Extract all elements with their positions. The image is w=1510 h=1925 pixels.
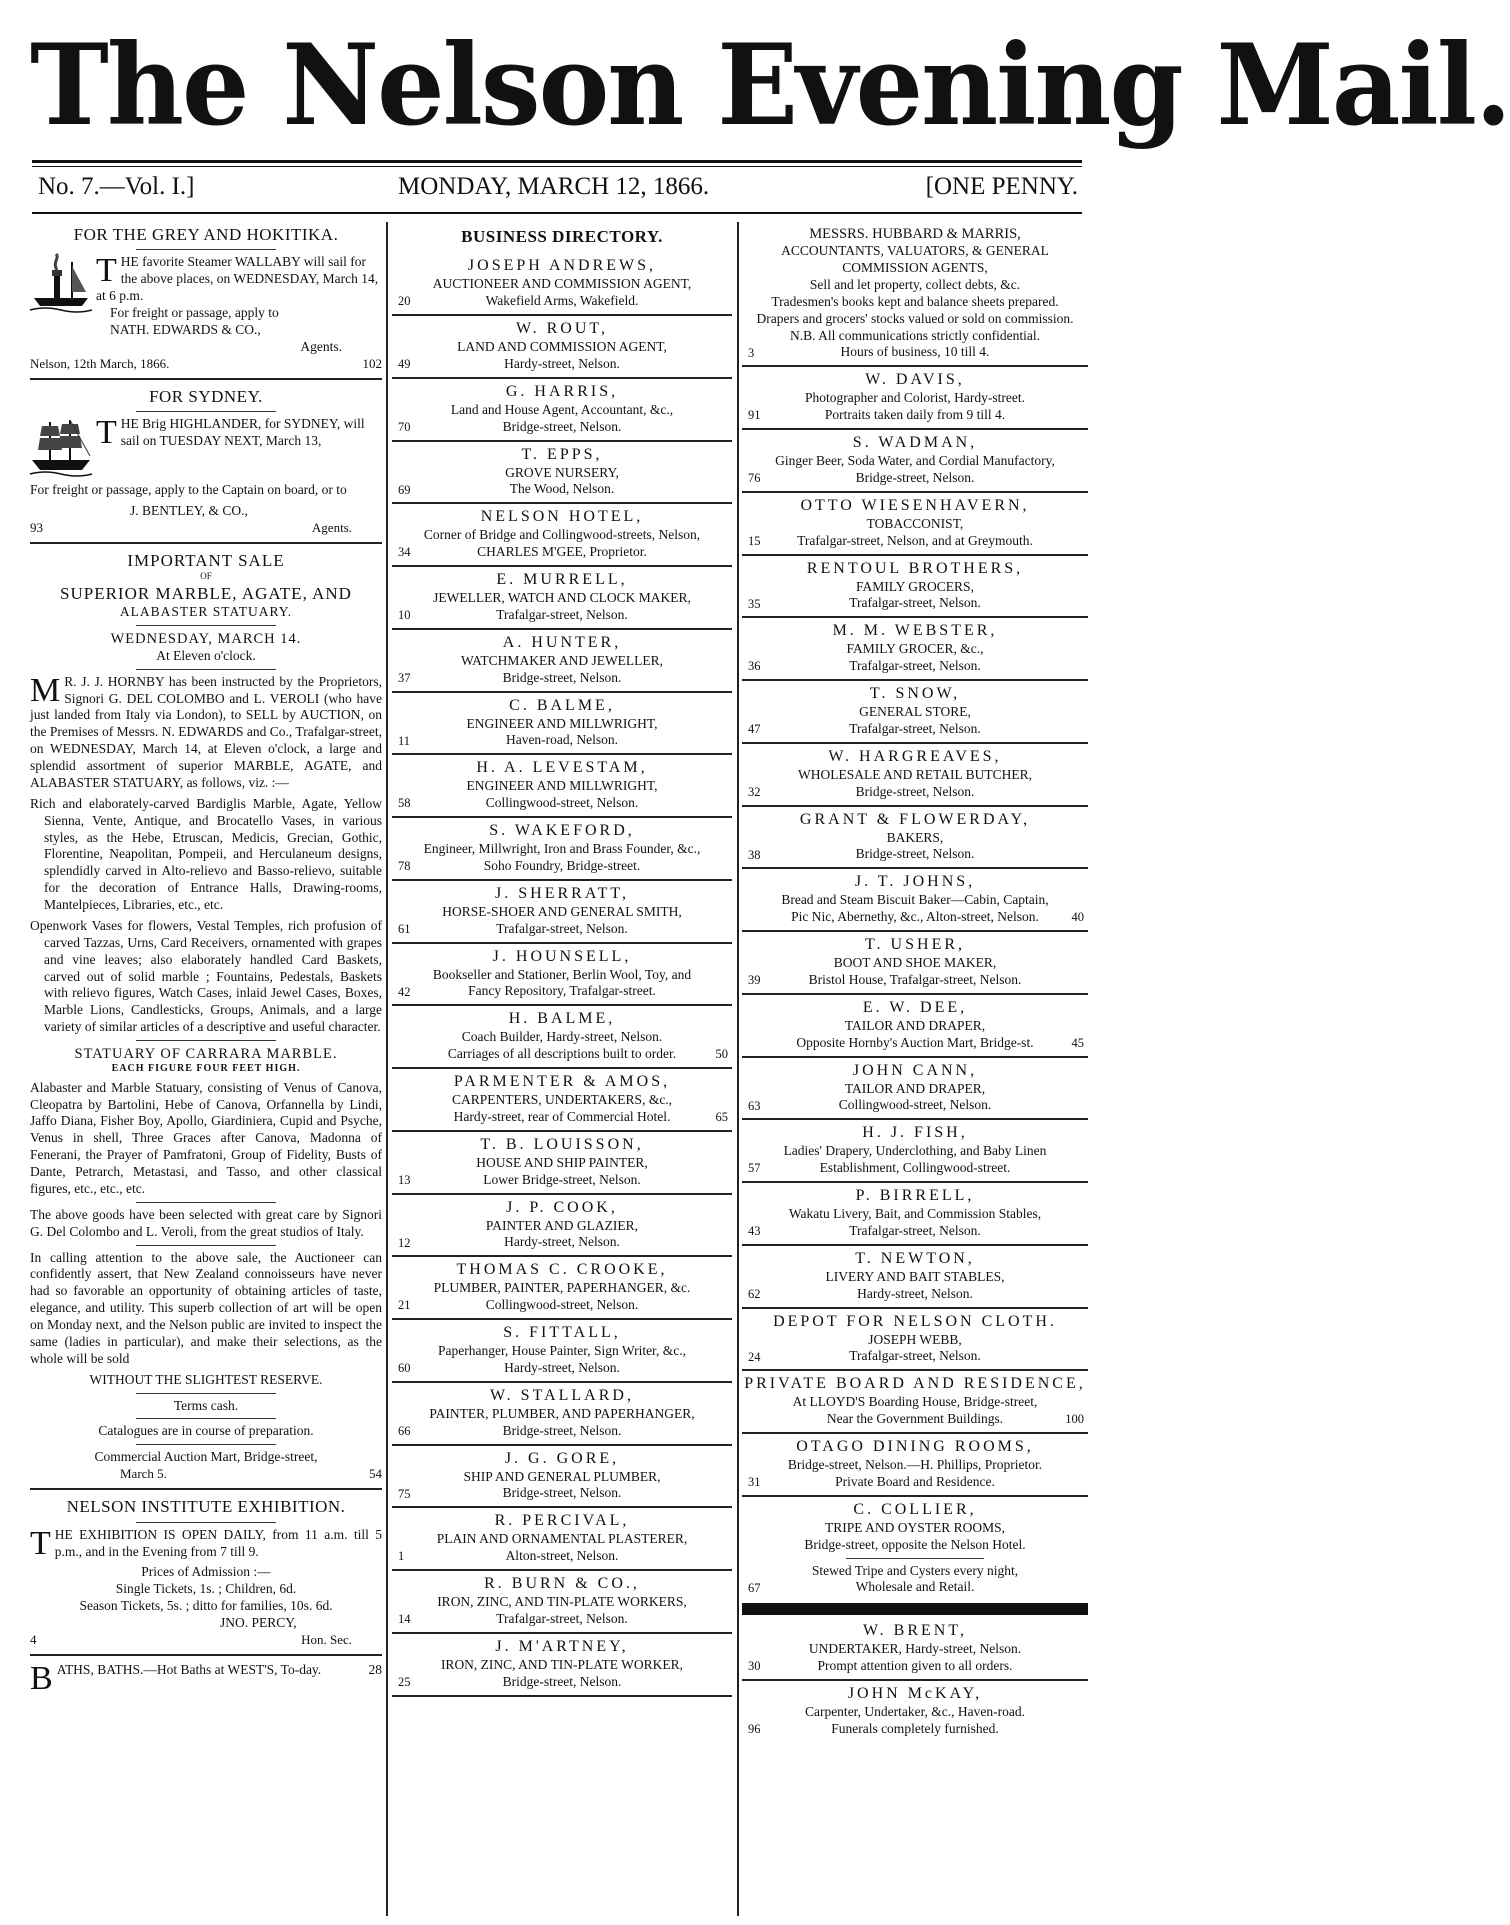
drop-cap: T: [96, 252, 117, 290]
ad-number: 12: [398, 1235, 411, 1250]
business-address: Bristol House, Trafalgar-street, Nelson.: [808, 971, 1022, 987]
directory-entry: [392, 1320, 732, 1383]
business-line: Photographer and Colorist, Hardy-street.: [804, 390, 1026, 406]
business-line: PAINTER AND GLAZIER,: [485, 1217, 639, 1233]
ad-number: 62: [748, 1286, 761, 1301]
business-name: A. HUNTER,: [502, 633, 622, 651]
business-name: T. USHER,: [864, 936, 966, 953]
business-line: CARPENTERS, UNDERTAKERS, &c.,: [451, 1092, 673, 1107]
sydney-text: HE Brig HIGHLANDER, for SYDNEY, will sail on TUESDAY NEXT, March 13,: [120, 416, 365, 448]
ad-number: 13: [398, 1172, 411, 1187]
ad-number: 60: [398, 1361, 411, 1376]
ad-number: 91: [748, 408, 761, 423]
ad-number: 31: [748, 1475, 761, 1490]
ad-number: 24: [748, 1349, 761, 1364]
business-name: J. SHERRATT,: [495, 884, 629, 902]
business-name: J. P. COOK,: [506, 1198, 618, 1216]
business-name: T. NEWTON,: [855, 1249, 975, 1267]
business-name: T. SNOW,: [869, 685, 961, 702]
sale-item: Openwork Vases for flowers, Vestal Temples, rich profusion of carved Tazzas, Urns, Card Receivers, ornamented with grapes and vine leaves; also elaborately handled Card Baskets, carved out of solid marble ; Fountains, Pedestals, Baskets with relievo figures, Watch Cases, inlaid Jewel Cases, Boxes, Marble Lions, Candlesticks, Groups, Animals, and a large variety of similar articles of a descriptive and useful character.: [30, 917, 382, 1035]
business-line: Land and House Agent, Accountant, &c.,: [450, 401, 674, 417]
business-address: Bridge-street, Nelson.: [502, 1485, 622, 1501]
grey-text: HE favorite Steamer WALLABY will sail for the above places, on WEDNESDAY, March 14, at 6 p.m.: [96, 254, 379, 303]
business-address: Trafalgar-street, Nelson.: [496, 920, 628, 936]
ad-number: 30: [748, 1659, 761, 1674]
directory-entry: [742, 1434, 1088, 1497]
sale-date: WEDNESDAY, MARCH 14.: [110, 630, 302, 647]
business-name: GRANT & FLOWERDAY,: [799, 810, 1031, 828]
business-line: BAKERS,: [886, 829, 944, 845]
directory-entry: [392, 1446, 732, 1509]
masthead-title: The Nelson Evening Mail.: [30, 18, 1510, 151]
sydney-ad: FOR SYDNEY. T HE Brig HIGHLANDER, for SYDNEY, will sail on TUESDAY NEXT, March 13, For freight or passage, apply to the Captain on board, or to J. BENTLEY, & CO., 93 Agents.: [30, 386, 382, 536]
ad-number: 35: [748, 596, 761, 611]
ad-number: 40: [1071, 910, 1084, 925]
directory-entry: [742, 556, 1088, 619]
business-line: PAINTER, PLUMBER, AND PAPERHANGER,: [429, 1405, 695, 1421]
business-line: TAILOR AND DRAPER,: [844, 1017, 986, 1033]
directory-entry: [392, 1634, 732, 1697]
business-name: J. T. JOHNS,: [854, 873, 976, 891]
mckay-ad: JOHN McKAY, Carpenter, Undertaker, &c., Haven-road. Funerals completely furnished. 96: [748, 1685, 1026, 1737]
decorative-bar: [742, 1603, 1088, 1615]
business-address: Alton-street, Nelson.: [505, 1548, 619, 1564]
directory-entry: [392, 253, 732, 316]
grey-agent: NATH. EDWARDS & CO.,: [110, 321, 261, 337]
directory-entry: [742, 1120, 1088, 1183]
ad-number: 96: [748, 1722, 761, 1737]
grey-ad: FOR THE GREY AND HOKITIKA. T HE favorite Steamer WALLABY will sail for the above places, on WEDNESDAY, March 14, at 6 p.m. For freight or passage, apply to NATH. EDWARDS & CO., Agents. Nelson, 12th March, 1866. 102: [30, 225, 382, 371]
business-address: Collingwood-street, Nelson.: [838, 1097, 992, 1113]
ad-number: 45: [1071, 1035, 1084, 1050]
ad-number: 34: [398, 545, 411, 560]
business-name: W. HARGREAVES,: [828, 747, 1002, 765]
business-line: Ladies' Drapery, Underclothing, and Baby Linen: [783, 1143, 1047, 1159]
directory-entry: [742, 1371, 1088, 1434]
ad-number: 28: [368, 1662, 382, 1678]
business-name: P. BIRRELL,: [855, 1187, 975, 1204]
directory-entry: [392, 316, 732, 379]
issue-price: [ONE PENNY.: [925, 173, 1078, 200]
business-line: Bookseller and Stationer, Berlin Wool, Toy, and: [432, 966, 692, 982]
ad-number: 32: [748, 784, 761, 799]
ad-number: 58: [398, 796, 411, 811]
issue-date: MONDAY, MARCH 12, 1866.: [398, 173, 710, 200]
business-address: Lower Bridge-street, Nelson.: [483, 1171, 641, 1187]
column-divider: [737, 222, 739, 1916]
directory-entry: [392, 1383, 732, 1446]
ad-number: 47: [748, 722, 761, 737]
business-name: JOSEPH ANDREWS,: [467, 257, 657, 275]
collier-ad: C. COLLIER, TRIPE AND OYSTER ROOMS, Bridge-street, opposite the Nelson Hotel. Stewed Tripe and Cysters every night, Wholesale and Retail. 67: [748, 1500, 1026, 1595]
column-divider: [386, 222, 388, 1916]
business-line: LAND AND COMMISSION AGENT,: [457, 339, 667, 354]
masthead-rule: [32, 160, 1082, 163]
ad-number: 21: [398, 1298, 411, 1313]
business-line: ENGINEER AND MILLWRIGHT,: [466, 778, 658, 794]
drop-cap: T: [30, 1524, 51, 1562]
business-line: IRON, ZINC, AND TIN-PLATE WORKER,: [440, 1656, 684, 1672]
directory-entry: [392, 1132, 732, 1195]
directory-entry: [742, 869, 1088, 932]
directory-entry: [742, 1309, 1088, 1372]
ad-number: 25: [398, 1674, 411, 1689]
ad-number: 70: [398, 419, 411, 434]
ad-number: 4: [30, 1631, 37, 1647]
business-name: W. STALLARD,: [490, 1386, 634, 1404]
business-address: Hardy-street, Nelson.: [504, 1234, 620, 1250]
business-name: THOMAS C. CROOKE,: [456, 1261, 668, 1279]
business-address: Hardy-street, Nelson.: [504, 355, 620, 371]
issue-rule: [32, 212, 1082, 214]
directory-entry: [392, 1006, 732, 1069]
business-address: Bridge-street, Nelson.: [855, 783, 975, 799]
business-address: The Wood, Nelson.: [509, 481, 615, 497]
directory-entry: [392, 1195, 732, 1258]
business-address: Bridge-street, Nelson.: [502, 1422, 622, 1438]
business-address: Trafalgar-street, Nelson.: [849, 658, 981, 674]
ad-number: 1: [398, 1549, 405, 1564]
ad-number: 14: [398, 1612, 411, 1627]
business-address: Soho Foundry, Bridge-street.: [483, 857, 641, 873]
business-line: Coach Builder, Hardy-street, Nelson.: [461, 1029, 663, 1045]
business-address: Bridge-street, Nelson.: [855, 846, 975, 862]
business-line: Bridge-street, Nelson.—H. Phillips, Proprietor.: [787, 1457, 1043, 1472]
ad-number: 20: [398, 294, 411, 309]
business-line: At LLOYD'S Boarding House, Bridge-street,: [792, 1394, 1038, 1410]
business-name: RENTOUL BROTHERS,: [806, 559, 1024, 577]
business-line: TAILOR AND DRAPER,: [844, 1080, 986, 1096]
directory-entry: [742, 932, 1088, 995]
ad-number: 39: [748, 973, 761, 988]
ad-number: 75: [398, 1486, 411, 1501]
business-line: TOBACCONIST,: [866, 515, 964, 531]
business-line: HORSE-SHOER AND GENERAL SMITH,: [442, 903, 682, 919]
directory-entry: [392, 693, 732, 756]
business-line: PLUMBER, PAINTER, PAPERHANGER, &c.: [433, 1280, 691, 1296]
business-line: HOUSE AND SHIP PAINTER,: [476, 1154, 648, 1170]
business-name: M. M. WEBSTER,: [832, 622, 998, 640]
sydney-freight: For freight or passage, apply to the Captain on board, or to: [30, 482, 347, 497]
directory-entry: [392, 881, 732, 944]
ad-number: 50: [715, 1047, 728, 1062]
ad-number: 69: [398, 482, 411, 497]
business-name: G. HARRIS,: [505, 382, 619, 400]
directory-entry: [392, 504, 732, 567]
directory-entry: [742, 995, 1088, 1058]
business-address: Opposite Hornby's Auction Mart, Bridge-st.: [796, 1034, 1034, 1050]
business-address: Hardy-street, Nelson.: [504, 1359, 620, 1375]
business-address: Bridge-street, Nelson.: [502, 418, 622, 434]
steamer-icon: [30, 254, 92, 316]
business-line: ENGINEER AND MILLWRIGHT,: [466, 715, 658, 731]
business-address: Trafalgar-street, Nelson.: [849, 595, 981, 611]
business-address: Collingwood-street, Nelson.: [485, 795, 639, 811]
directory-title: BUSINESS DIRECTORY.: [461, 227, 663, 246]
institute-heading: NELSON INSTITUTE EXHIBITION.: [66, 1497, 346, 1517]
business-line: IRON, ZINC, AND TIN-PLATE WORKERS,: [437, 1594, 687, 1609]
business-name: E. MURRELL,: [496, 571, 628, 588]
business-name: S. FITTALL,: [503, 1324, 621, 1341]
business-address: CHARLES M'GEE, Proprietor.: [477, 544, 647, 560]
business-address: Trafalgar-street, Nelson, and at Greymouth.: [797, 532, 1033, 548]
business-address: Pic Nic, Abernethy, &c., Alton-street, Nelson.: [791, 909, 1039, 925]
business-line: WHOLESALE AND RETAIL BUTCHER,: [798, 766, 1032, 782]
ad-number: 43: [748, 1224, 761, 1239]
drop-cap: M: [30, 671, 61, 709]
business-address: Wakefield Arms, Wakefield.: [485, 293, 639, 309]
ad-number: 57: [748, 1161, 761, 1176]
sydney-heading: FOR SYDNEY.: [149, 386, 263, 406]
issue-line: [38, 173, 1078, 207]
left-column: [30, 222, 382, 1920]
directory-entry: [392, 567, 732, 630]
business-line: FAMILY GROCER, &c.,: [846, 641, 984, 657]
directory-entry: [742, 744, 1088, 807]
ad-number: 76: [748, 471, 761, 486]
business-name: T. B. LOUISSON,: [480, 1135, 644, 1153]
ad-number: 15: [748, 533, 761, 548]
directory-entry: [392, 1257, 732, 1320]
business-address: Private Board and Residence.: [835, 1473, 995, 1489]
directory-entry: [392, 755, 732, 818]
business-address: Trafalgar-street, Nelson.: [496, 606, 628, 622]
business-name: NELSON HOTEL,: [480, 508, 644, 526]
right-column: [742, 222, 1088, 1920]
ad-number: 61: [398, 921, 411, 936]
business-address: Carriages of all descriptions built to order.: [447, 1046, 677, 1062]
ad-number: 93: [30, 519, 43, 535]
directory-entry: [392, 944, 732, 1007]
directory-entry: [742, 1246, 1088, 1309]
business-address: Trafalgar-street, Nelson.: [849, 1222, 981, 1238]
directory-entry: [742, 618, 1088, 681]
ad-number: 100: [1065, 1412, 1084, 1427]
directory-entry: [742, 493, 1088, 556]
grey-freight: For freight or passage, apply to: [110, 304, 279, 320]
ad-number: 63: [748, 1098, 761, 1113]
business-name: H. A. LEVESTAM,: [476, 759, 648, 777]
directory-entry: [742, 367, 1088, 430]
ad-number: 37: [398, 670, 411, 685]
statuary-heading: STATUARY OF CARRARA MARBLE.: [74, 1046, 338, 1062]
business-line: Ginger Beer, Soda Water, and Cordial Manufactory,: [775, 453, 1055, 468]
business-name: C. BALME,: [509, 696, 615, 714]
business-name: DEPOT FOR NELSON CLOTH.: [773, 1312, 1057, 1330]
ad-number: 49: [398, 357, 411, 372]
business-name: R. PERCIVAL,: [494, 1512, 630, 1530]
business-address: Hardy-street, rear of Commercial Hotel.: [453, 1108, 671, 1124]
grey-heading: FOR THE GREY AND HOKITIKA.: [73, 225, 339, 244]
sydney-agent: J. BENTLEY, & CO.,: [130, 502, 248, 518]
ad-number: 3: [748, 345, 755, 360]
business-name: W. DAVIS,: [865, 371, 965, 389]
sale-reserve: WITHOUT THE SLIGHTEST RESERVE.: [89, 1371, 323, 1387]
directory-entry: [392, 630, 732, 693]
business-line: Wakatu Livery, Bait, and Commission Stables,: [788, 1206, 1042, 1221]
hubbard-marris-ad: MESSRS. HUBBARD & MARRIS, ACCOUNTANTS, VALUATORS, & GENERAL COMMISSION AGENTS, Sell and let property, collect debts, &c. Tradesmen's books kept and balance sheets prepared. Drapers and grocers' stocks valued or sold on commission. N.B. All communications strictly confidential. Hours of business, 10 till 4. 3: [742, 222, 1088, 367]
business-name: PRIVATE BOARD AND RESIDENCE,: [744, 1375, 1086, 1393]
business-address: Bridge-street, Nelson.: [855, 469, 975, 485]
directory-entry: [392, 442, 732, 505]
ad-number: 36: [748, 659, 761, 674]
business-address: Trafalgar-street, Nelson.: [496, 1610, 628, 1626]
business-name: OTTO WIESENHAVERN,: [800, 496, 1030, 514]
masthead-rule-thin: [32, 166, 1082, 167]
directory-entry: [742, 807, 1088, 870]
business-line: FAMILY GROCERS,: [856, 578, 974, 594]
business-address: Fancy Repository, Trafalgar-street.: [468, 983, 656, 999]
directory-entry: [392, 1571, 732, 1634]
issue-number: No. 7.—Vol. I.]: [38, 173, 195, 200]
grey-dateline: Nelson, 12th March, 1866.: [30, 355, 170, 371]
business-line: Bread and Steam Biscuit Baker—Cabin, Captain,: [781, 892, 1049, 908]
business-name: W. ROUT,: [516, 320, 608, 337]
directory-entry: [742, 1183, 1088, 1246]
ad-number: 66: [398, 1423, 411, 1438]
brent-ad: W. BRENT, UNDERTAKER, Hardy-street, Nelson. Prompt attention given to all orders. 30: [742, 1618, 1088, 1681]
business-name: J. HOUNSELL,: [492, 947, 632, 965]
sale-heading: IMPORTANT SALE: [127, 551, 285, 570]
business-line: JOSEPH WEBB,: [868, 1331, 962, 1347]
business-address: Near the Government Buildings.: [826, 1411, 1004, 1427]
business-line: GENERAL STORE,: [859, 704, 971, 719]
directory-entry: [392, 1508, 732, 1571]
business-name: J. G. GORE,: [504, 1449, 620, 1467]
baths-ad: B ATHS, BATHS.—Hot Baths at WEST'S, To-day. 28: [30, 1660, 382, 1698]
business-line: AUCTIONEER AND COMMISSION AGENT,: [432, 276, 692, 292]
ad-number: 38: [748, 847, 761, 862]
institute-ad: NELSON INSTITUTE EXHIBITION. T HE EXHIBITION IS OPEN DAILY, from 11 a.m. till 5 p.m., and in the Evening from 7 till 9. Prices of Admission :— Single Tickets, 1s. ; Children, 6d. Season Tickets, 5s. ; ditto for families, 10s. 6d. JNO. PERCY, 4 Hon. Sec.: [30, 1497, 382, 1647]
business-line: JEWELLER, WATCH AND CLOCK MAKER,: [433, 590, 691, 605]
business-directory: [392, 222, 732, 1920]
business-address: Establishment, Collingwood-street.: [819, 1160, 1011, 1176]
business-name: T. EPPS,: [521, 445, 603, 463]
business-line: SHIP AND GENERAL PLUMBER,: [463, 1468, 661, 1484]
business-address: Bridge-street, Nelson.: [502, 1673, 622, 1689]
business-line: Paperhanger, House Painter, Sign Writer, &c.,: [437, 1343, 687, 1358]
business-line: WATCHMAKER AND JEWELLER,: [460, 652, 664, 668]
business-name: J. M'ARTNEY,: [495, 1637, 629, 1655]
business-name: OTAGO DINING ROOMS,: [796, 1438, 1034, 1455]
business-name: PARMENTER & AMOS,: [453, 1073, 671, 1090]
business-name: S. WAKEFORD,: [489, 822, 635, 839]
ad-number: 65: [715, 1110, 728, 1125]
directory-entry: [392, 379, 732, 442]
business-name: E. W. DEE,: [862, 998, 968, 1016]
sale-intro: R. J. J. HORNBY has been instructed by the Proprietors, Signori G. DEL COLOMBO and L. VEROLI (who have just landed from Italy via London), to SELL by AUCTION, on the Premises of Messrs. N. EDWARDS and Co., Trafalgar-street, on WEDNESDAY, March 14, at Eleven o'clock, a large and splendid assortment of superior MARBLE, AGATE, and ALABASTER STATUARY, as follows, viz. :—: [30, 673, 382, 790]
directory-entry: [742, 1058, 1088, 1121]
marble-sale-ad: IMPORTANT SALE OF SUPERIOR MARBLE, AGATE, AND ALABASTER STATUARY. WEDNESDAY, MARCH 14. At Eleven o'clock. M R. J. J. HORNBY has been instructed by the Proprietors, Signori G. DEL COLOMBO and L. VEROLI (who have just landed from Italy via London), to SELL by AUCTION, on the Premises of Messrs. N. EDWARDS and Co., Trafalgar-street, on WEDNESDAY, March 14, at Eleven o'clock, a large and splendid assortment of superior MARBLE, AGATE, and ALABASTER STATUARY, as follows, viz. :— Rich and elaborately-carved Bardiglis Marble, Agate, Yellow Sienna, Vente, Antique, and Brocatello Vases, in various styles, as the Hebe, Etruscan, Medicis, Grecian, Gothic, Florentine, Neapolitan, Pompeii, and Herculaneum designs, splendidly carved in Alto-relievo and Basso-relievo, suitable for the decoration of Entrance Halls, Drawing-rooms, Mantelpieces, Libraries, etc., etc. Openwork Vases for flowers, Vestal Temples, rich profusion of carved Tazzas, Urns, Card Receivers, ornamented with grapes and vine leaves; also elaborately handled Card Baskets, carved out of solid marble ; Fountains, Pedestals, Baskets with relievo figures, Watch Cases, inlaid Jewel Cases, Boxes, Marble Lions, Candlesticks, Groups, Animals, and a large variety of similar articles of a descriptive and useful character. STATUARY OF CARRARA MARBLE. EACH FIGURE FOUR FEET HIGH. Alabaster and Marble Statuary, consisting of Venus of Canova, Cleopatra by Bartolini, Hebe of Canova, Orfannella by Lindi, Jaffo Diana, Fisher Boy, Apollo, Giardiniera, Cupid and Psyche, Venus in shell, Three Graces after Canova, Madonna of Fenerani, the Prayer of Pamfratoni, Group of Fidelity, Busts of Dante, Petrarch, Metastasi, and Tasso, and other classical figures, etc., etc., etc. The above goods have been selected with great care by Signori G. Del Colombo and L. Veroli, from the great studios of Italy. In calling attention to the above sale, the Auctioneer can confidently assert, that New Zealand connoisseurs have never had so favorable an opportunity of obtaining articles of taste, elegance, and utility. This superb collection of art will be open on Monday next, and the Nelson public are invited to inspect the same (ladies in particular), and make their selections, as the whole will be sold WITHOUT THE SLIGHTEST RESERVE. Terms cash. Catalogues are in course of preparation. Commercial Auction Mart, Bridge-street, March 5. 54: [30, 551, 382, 1482]
business-line: PLAIN AND ORNAMENTAL PLASTERER,: [436, 1531, 688, 1547]
business-address: Hardy-street, Nelson.: [857, 1285, 973, 1301]
ad-number: 54: [369, 1466, 382, 1482]
business-name: S. WADMAN,: [852, 434, 978, 451]
ad-number: 78: [398, 859, 411, 874]
business-line: GROVE NURSERY,: [505, 464, 619, 480]
business-address: Trafalgar-street, Nelson.: [849, 1348, 981, 1364]
sailing-ship-icon: [30, 416, 92, 478]
business-name: R. BURN & CO.,: [484, 1575, 640, 1592]
business-name: H. BALME,: [508, 1010, 616, 1028]
drop-cap: T: [96, 414, 117, 451]
business-address: Haven-road, Nelson.: [505, 732, 619, 748]
directory-entry: [392, 1069, 732, 1132]
business-line: Corner of Bridge and Collingwood-streets, Nelson,: [423, 527, 701, 543]
directory-entry: [392, 818, 732, 881]
business-line: Engineer, Millwright, Iron and Brass Founder, &c.,: [423, 841, 701, 856]
directory-entry: [742, 430, 1088, 493]
business-name: H. J. FISH,: [862, 1124, 968, 1142]
business-address: Trafalgar-street, Nelson.: [849, 720, 981, 736]
business-line: BOOT AND SHOE MAKER,: [833, 955, 997, 970]
ad-number: 11: [398, 733, 411, 748]
business-line: LIVERY AND BAIT STABLES,: [825, 1268, 1005, 1284]
sale-item: Rich and elaborately-carved Bardiglis Marble, Agate, Yellow Sienna, Vente, Antique, and Brocatello Vases, in various styles, as the Hebe, Etruscan, Medicis, Grecian, Gothic, Florentine, Neapolitan, Pompeii, and Herculaneum designs, splendidly carved in Alto-relievo and Basso-relievo, suitable for the decoration of Entrance Halls, Drawing-rooms, Mantelpieces, Libraries, etc., etc.: [30, 795, 382, 912]
ad-number: 102: [362, 355, 382, 371]
ad-number: 10: [398, 608, 411, 623]
business-address: Bridge-street, Nelson.: [502, 669, 622, 685]
directory-entry: [742, 681, 1088, 744]
business-address: Collingwood-street, Nelson.: [485, 1297, 639, 1313]
business-address: Portraits taken daily from 9 till 4.: [824, 407, 1006, 423]
business-name: JOHN CANN,: [852, 1061, 978, 1079]
ad-number: 67: [748, 1580, 761, 1595]
drop-cap: B: [30, 1660, 53, 1698]
ad-number: 42: [398, 984, 411, 999]
